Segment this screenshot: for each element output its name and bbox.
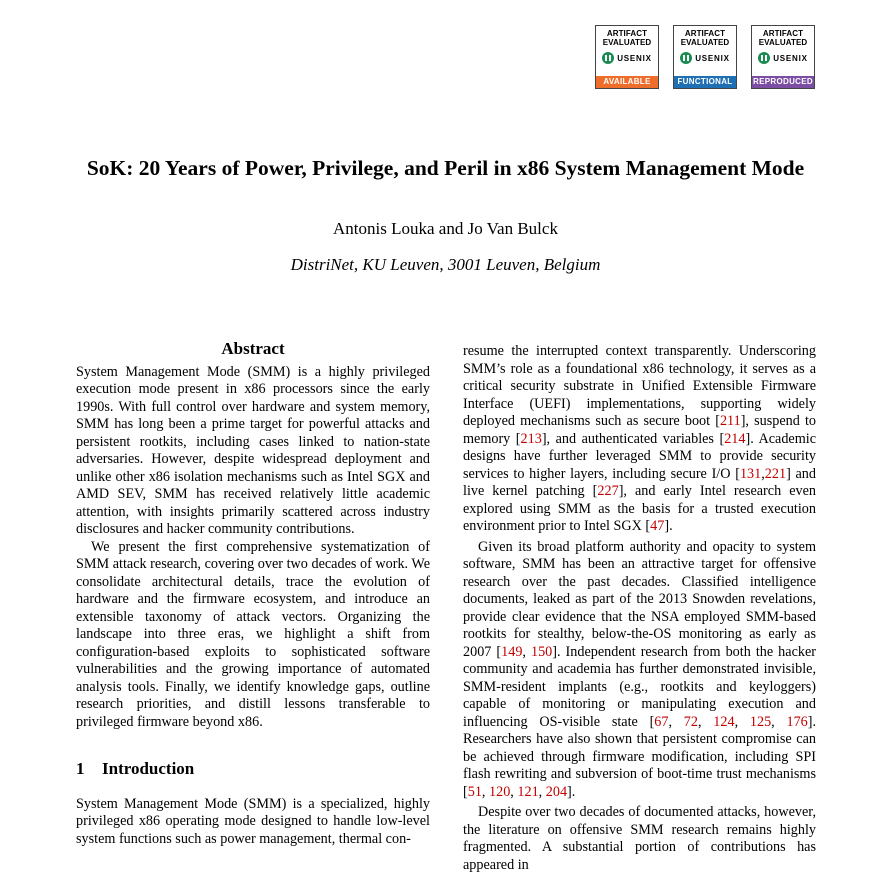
badge-reproduced bbox=[751, 25, 815, 89]
badge-line1: ARTIFACT bbox=[762, 29, 804, 38]
citation-link[interactable]: 149 bbox=[501, 643, 523, 660]
abstract-paragraph-2: We present the first comprehensive systematization of SMM attack research, covering over two decades of work. We consolidate architectural details, trace the evolution of hardware and the firmware ecosystem, and introduce an extensible taxonomy of attack vectors. Organizing the landscape into three eras, we highlight a shift from configuration-based exploits to sophisticated software vulnerabilities and the growing importance of automated analysis tools. Finally, we identify knowledge gaps, outline research priorities, and distill lessons transferable to privileged firmware beyond x86. bbox=[76, 538, 430, 730]
text-run: , bbox=[771, 713, 787, 730]
usenix-logo bbox=[674, 52, 736, 64]
text-run: resume the interrupted context transparently. Underscoring SMM’s role as a foundational x86 technology, it serves as a critical security substrate in Unified Extensible Firmware Interface (UEFI) implementations, supporting widely deployed mechanisms such as secure boot [ bbox=[463, 343, 816, 429]
citation-link[interactable]: 204 bbox=[545, 783, 568, 800]
text-run: ]. Independent research from both the hacker community and academia has further demonstrated invisible, SMM-resident implants (e.g., rootkits and keyloggers) capable of monitoring or manipulating execution and influencing OS-visible state [ bbox=[463, 643, 816, 730]
right-paragraph-1 bbox=[463, 343, 816, 536]
citation-link[interactable]: 121 bbox=[517, 783, 539, 800]
badge-band: AVAILABLE bbox=[596, 76, 658, 88]
text-run: ] and live kernel patching [ bbox=[463, 465, 816, 499]
usenix-icon bbox=[680, 52, 692, 64]
text-run: ], and early Intel research even explored using SMM as the basis for a trusted execution environment prior to Intel SGX [ bbox=[463, 483, 816, 534]
text-run: , bbox=[697, 713, 714, 730]
citation-link[interactable]: 211 bbox=[719, 413, 741, 429]
citation-link[interactable]: 150 bbox=[530, 643, 553, 660]
badge-line2: EVALUATED bbox=[758, 38, 808, 47]
citation-link[interactable]: 72 bbox=[683, 713, 698, 730]
badge-line1: ARTIFACT bbox=[684, 29, 726, 38]
citation-link[interactable]: 213 bbox=[520, 430, 542, 447]
abstract-heading: Abstract bbox=[221, 339, 285, 358]
usenix-wordmark: USENIX bbox=[695, 53, 730, 63]
citation-link[interactable]: 124 bbox=[713, 713, 735, 730]
section-number: 1 bbox=[76, 759, 85, 778]
citation-link[interactable]: 120 bbox=[489, 783, 511, 800]
abstract-paragraph-1: System Management Mode (SMM) is a highly privileged execution mode present in x86 processors since the early 1990s. With full control over hardware and system memory, SMM has long been a prime target for powerful attacks and persistent rootkits, including cases linked to nation-state adversaries. However, despite widespread deployment and unlike other x86 isolation mechanisms such as Intel SGX and AMD SEV, SMM has received relatively little academic attention, with insights primarily scattered across industry disclosures and hacker community contributions. bbox=[76, 363, 430, 537]
citation-link[interactable]: 131 bbox=[739, 465, 762, 482]
section-heading-introduction bbox=[76, 760, 430, 778]
text-run: , bbox=[668, 713, 684, 730]
citation-link[interactable]: 51 bbox=[467, 783, 482, 800]
left-column bbox=[76, 340, 430, 848]
text-run: ], suspend to memory [ bbox=[463, 413, 816, 447]
paper-title: SoK: 20 Years of Power, Privilege, and Peril in x86 System Management Mode bbox=[86, 156, 805, 180]
intro-paragraph-1: System Management Mode (SMM) is a specialized, highly privileged x86 operating mode designed to handle low-level system functions such as power management, thermal con- bbox=[76, 795, 430, 847]
text-run: , bbox=[510, 783, 518, 800]
usenix-wordmark: USENIX bbox=[617, 53, 652, 63]
text-run: , bbox=[522, 643, 531, 660]
text-run: , bbox=[481, 783, 490, 800]
right-paragraph-3: Despite over two decades of documented attacks, however, the literature on offensive SMM research remains highly fragmented. A substantial portion of contributions has appeared in bbox=[463, 804, 816, 873]
badge-band: FUNCTIONAL bbox=[674, 76, 736, 88]
citation-link[interactable]: 67 bbox=[654, 713, 669, 730]
text-run: , bbox=[538, 783, 546, 800]
section-title: Introduction bbox=[102, 759, 195, 778]
paper-authors: Antonis Louka and Jo Van Bulck bbox=[333, 219, 558, 238]
citation-link[interactable]: 47 bbox=[650, 518, 665, 534]
badge-line2: EVALUATED bbox=[602, 38, 652, 47]
badge-functional bbox=[673, 25, 737, 89]
citation-link[interactable]: 214 bbox=[724, 430, 746, 447]
usenix-wordmark: USENIX bbox=[773, 53, 808, 63]
text-run: ]. bbox=[567, 783, 576, 800]
text-run: , bbox=[734, 713, 750, 730]
paper-affiliation: DistriNet, KU Leuven, 3001 Leuven, Belgium bbox=[290, 255, 601, 274]
usenix-icon bbox=[758, 52, 770, 64]
citation-link[interactable]: 176 bbox=[786, 713, 808, 730]
badge-band: REPRODUCED bbox=[753, 77, 813, 86]
citation-link[interactable]: 221 bbox=[764, 465, 787, 482]
citation-link[interactable]: 227 bbox=[597, 483, 619, 499]
text-run: ], and authenticated variables [ bbox=[541, 430, 725, 447]
text-run: ]. bbox=[664, 518, 673, 534]
text-run: ]. Researchers have also shown that persistent compromise can be achieved through firmware modification, including SPI flash rewriting and subversion of boot-time trust mechanisms [ bbox=[463, 713, 817, 800]
usenix-logo bbox=[596, 52, 658, 64]
citation-link[interactable]: 125 bbox=[749, 713, 772, 730]
usenix-logo bbox=[752, 52, 814, 64]
badge-line2: EVALUATED bbox=[680, 38, 730, 47]
text-run: Given its broad platform authority and opacity to system software, SMM has been an attractive target for offensive research over the past decades. Classified intelligence documents, leaked as part of the 2013 Snowden revelations, provide clear evidence that the NSA employed SMM-based rootkits for stealthy, below-the-OS monitoring as early as 2007 [ bbox=[463, 538, 816, 660]
right-column bbox=[463, 343, 816, 874]
right-paragraph-2 bbox=[463, 539, 816, 802]
usenix-icon bbox=[602, 52, 614, 64]
badge-available bbox=[595, 25, 659, 89]
badge-line1: ARTIFACT bbox=[606, 29, 648, 38]
text-run: , bbox=[761, 465, 765, 482]
artifact-badges bbox=[595, 25, 815, 89]
text-run: ]. Academic designs have further leveraged SMM to provide security services to higher layers, including secure I/O [ bbox=[463, 430, 816, 482]
